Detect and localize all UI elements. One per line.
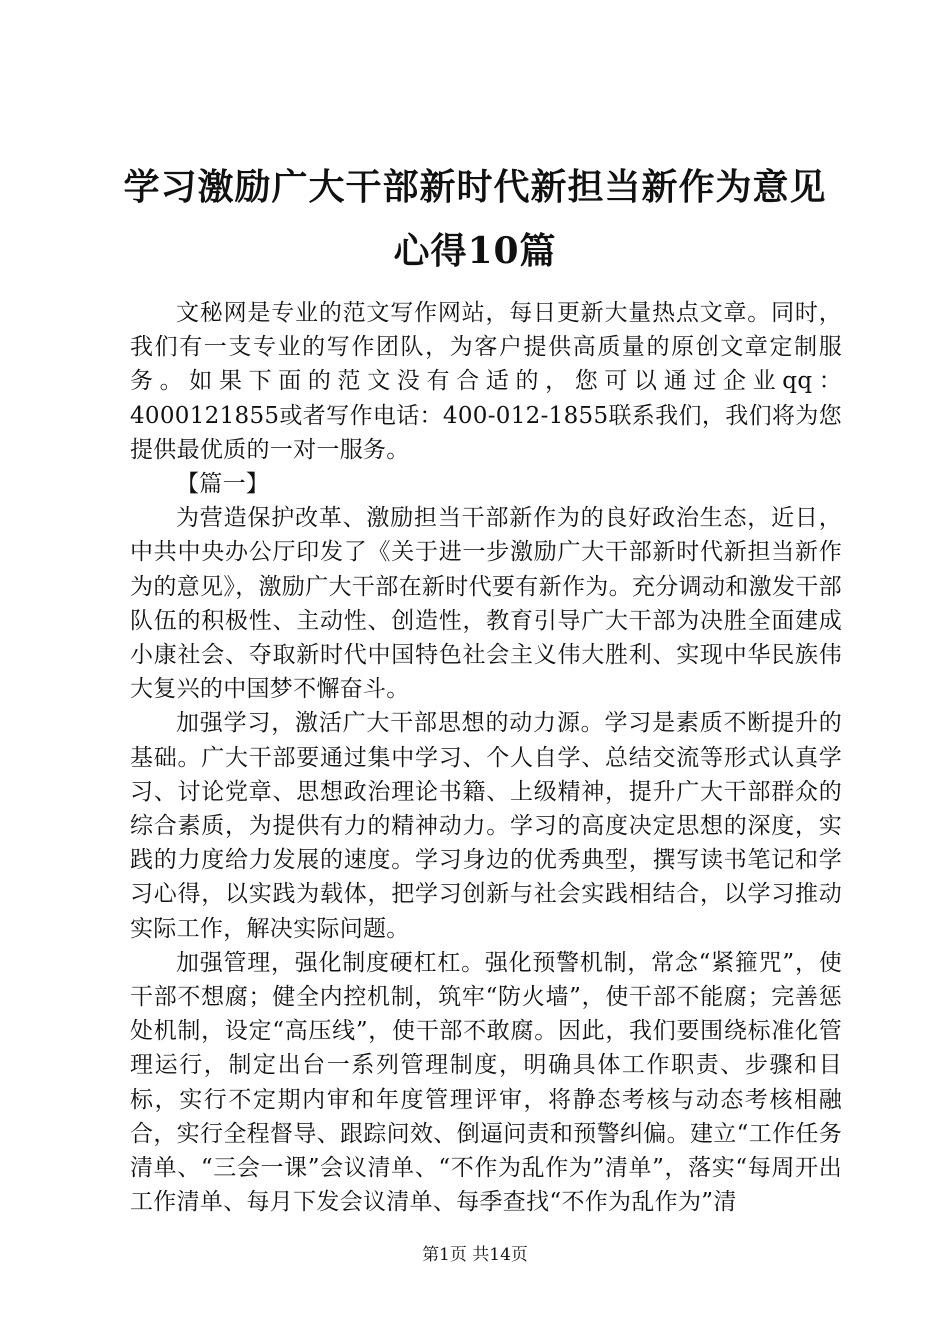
section-heading: 【篇一】	[176, 471, 270, 498]
paragraph-intro: 文秘网是专业的范文写作网站，每日更新大量热点文章。同时，我们有一支专业的写作团队，为客户提供高质量的原创文章定制服务。如果下面的范文没有合适的，您可以通过企业qq：4000121855或者写作电话：400-012-1855联系我们，我们将为您提供最优质的一对一服务。	[130, 300, 842, 463]
document-title: 学习激励广大干部新时代新担当新作为意见心得10篇	[123, 166, 827, 272]
paragraph: 为营造保护改革、激励担当干部新作为的良好政治生态，近日，中共中央办公厅印发了《关于进一步激励广大干部新时代新担当新作为的意见》，激励广大干部在新时代要有新作为。充分调动和激发干部队伍的积极性、主动性、创造性，教育引导广大干部为决胜全面建成小康社会、夺取新时代中国特色社会主义伟大胜利、实现中华民族伟大复兴的中国梦不懈奋斗。	[130, 505, 842, 703]
page-footer: 第1页 共14页	[422, 1245, 528, 1265]
paragraph: 加强管理，强化制度硬杠杠。强化预警机制，常念“紧箍咒”，使干部不想腐；健全内控机制，筑牢“防火墙”，使干部不能腐；完善惩处机制，设定“高压线”，使干部不敢腐。因此，我们要围绕标准化管理运行，制定出台一系列管理制度，明确具体工作职责、步骤和目标，实行不定期内审和年度管理评审，将静态考核与动态考核相融合，实行全程督导、跟踪问效、倒逼问责和预警纠偏。建立“工作任务清单、“三会一课”会议清单、“不作为乱作为”清单”，落实“每周开出工作清单、每月下发会议清单、每季查找“不作为乱作为”清	[130, 949, 842, 1216]
document-body	[130, 296, 842, 1219]
paragraph: 加强学习，激活广大干部思想的动力源。学习是素质不断提升的基础。广大干部要通过集中学习、个人自学、总结交流等形式认真学习、讨论党章、思想政治理论书籍、上级精神，提升广大干部群众的综合素质，为提供有力的精神动力。学习的高度决定思想的深度，实践的力度给力发展的速度。学习身边的优秀典型，撰写读书笔记和学习心得，以实践为载体，把学习创新与社会实践相结合，以学习推动实际工作，解决实际问题。	[130, 710, 842, 942]
